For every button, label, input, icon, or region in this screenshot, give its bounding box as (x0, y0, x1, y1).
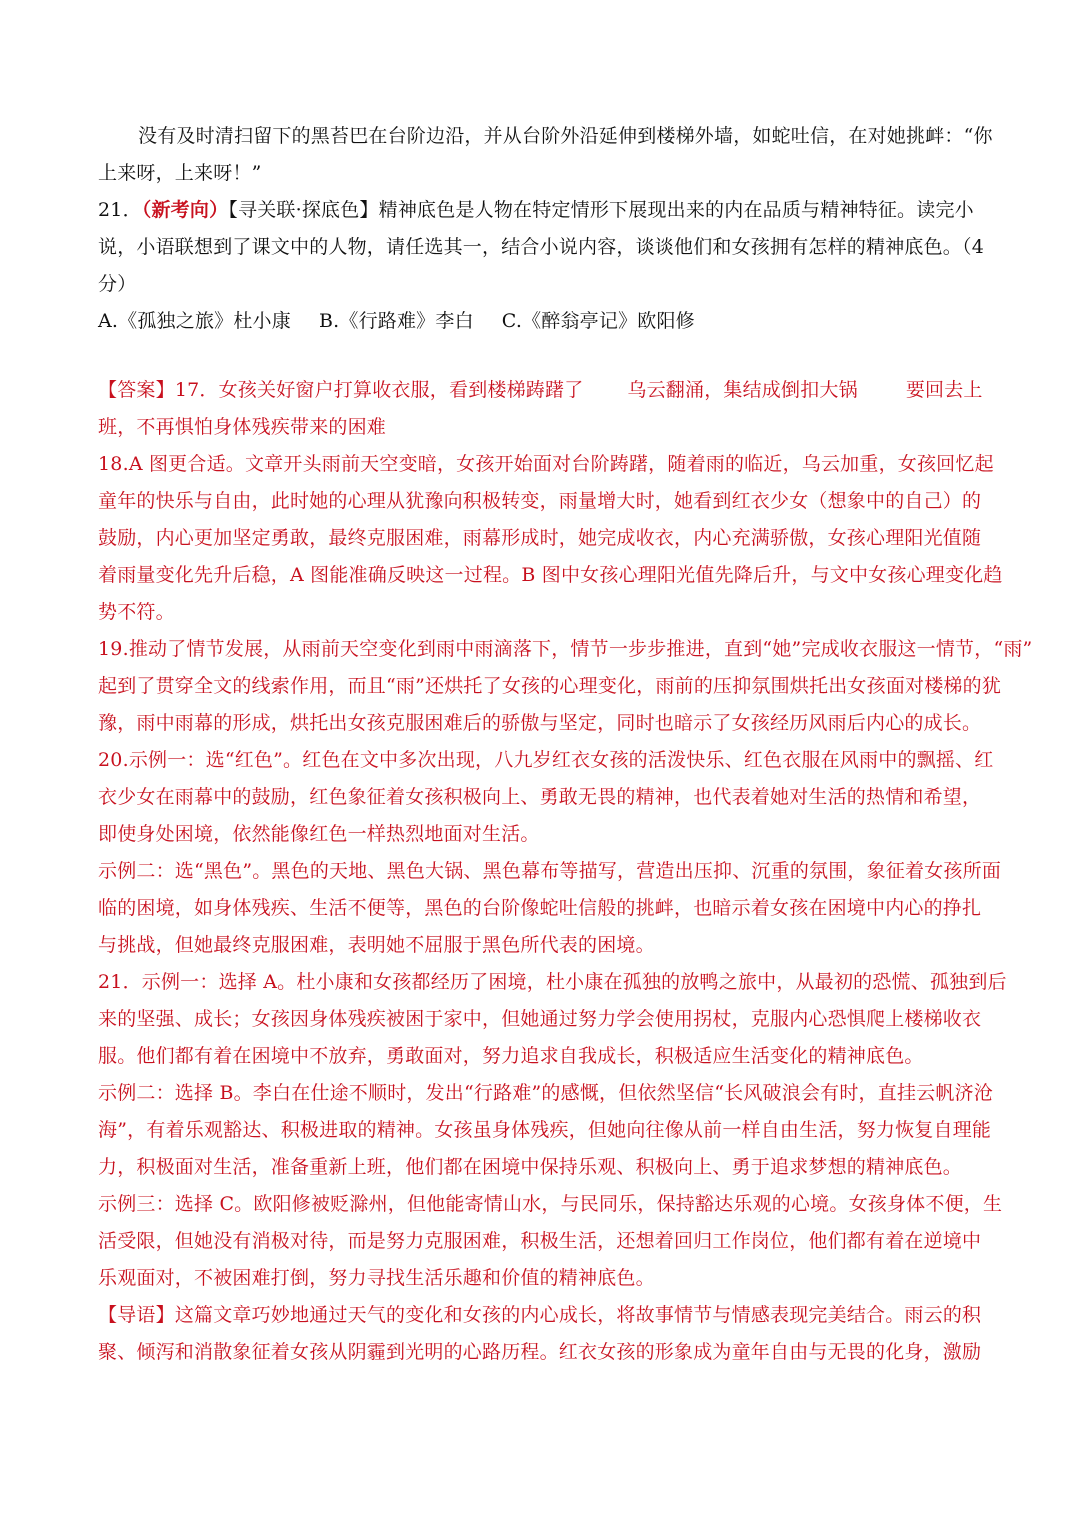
answer-label: 【答案】 (98, 379, 175, 401)
answer-18-line-2: 童年的快乐与自由，此时她的心理从犹豫向积极转变，雨量增大时，她看到红衣少女（想象中的自己）的 (98, 490, 982, 512)
answer-20-example-2-line-3: 与挑战，但她最终克服困难，表明她不屈服于黑色所代表的困境。 (98, 934, 655, 956)
answer-21-example-1-line-2: 来的坚强、成长；女孩因身体残疾被困于家中，但她通过努力学会使用拐杖，克服内心恐惧爬上楼梯收衣 (98, 1008, 982, 1030)
answer-17-part-3: 要回去上 (905, 379, 983, 401)
question-21-line-3: 分） (98, 273, 137, 295)
document-page (98, 118, 1033, 1371)
answer-18-line-3: 鼓励，内心更加坚定勇敢，最终克服困难，雨幕形成时，她完成收衣，内心充满骄傲，女孩心理阳光值随 (98, 527, 982, 549)
option-b: B.《行路难》李白 (318, 310, 474, 332)
passage-line-1: 没有及时清扫留下的黑苔巴在台阶边沿，并从台阶外沿延伸到楼梯外墙，如蛇吐信，在对她挑衅：“你 (138, 125, 993, 147)
answer-21-example-1-line-1: 21．示例一：选择 A。杜小康和女孩都经历了困境，杜小康在孤独的放鸭之旅中，从最初的恐慌、孤独到后 (98, 971, 1007, 993)
answer-20-example-1-line-3: 即使身处困境，依然能像红色一样热烈地面对生活。 (98, 823, 540, 845)
answer-17-line-2: 班，不再惧怕身体残疾带来的困难 (98, 416, 387, 438)
question-number: 21． (98, 199, 142, 221)
answer-21-example-2-line-1: 示例二：选择 B。李白在仕途不顺时，发出“行路难”的感慨，但依然坚信“长风破浪会有时，直挂云帆济沧 (98, 1082, 993, 1104)
answer-20-example-1-line-1: 20.示例一：选“红色”。红色在文中多次出现，八九岁红衣女孩的活泼快乐、红色衣服在风雨中的飘摇、红 (98, 749, 994, 771)
question-text: 精神底色是人物在特定情形下展现出来的内在品质与精神特征。读完小 (378, 199, 974, 221)
answer-17-line-1 (98, 372, 984, 409)
question-21-line-1 (98, 192, 984, 229)
answer-20-example-1-line-2: 衣少女在雨幕中的鼓励，红色象征着女孩积极向上、勇敢无畏的精神，也代表着她对生活的热情和希望， (98, 786, 982, 808)
answer-20-example-2-line-2: 临的困境，如身体残疾、生活不便等，黑色的台阶像蛇吐信般的挑衅，也暗示着女孩在困境中内心的挣扎 (98, 897, 982, 919)
option-c: C.《醉翁亭记》欧阳修 (501, 310, 695, 332)
passage-line-2: 上来呀，上来呀！” (98, 162, 262, 184)
answer-17-number: 17． (174, 379, 219, 401)
answer-21-example-2-line-2: 海”，有着乐观豁达、积极进取的精神。女孩虽身体残疾，但她向往像从前一样自由生活，努力恢复自理能 (98, 1119, 992, 1141)
guide-label: 【导语】 (98, 1304, 175, 1326)
answer-19-line-1: 19.推动了情节发展，从雨前天空变化到雨中雨滴落下，情节一步步推进，直到“她”完成收衣服这一情节，“雨” (98, 638, 1033, 660)
answer-19-line-2: 起到了贯穿全文的线索作用，而且“雨”还烘托了女孩的心理变化，雨前的压抑氛围烘托出女孩面对楼梯的犹 (98, 675, 1002, 697)
answer-19-line-3: 豫，雨中雨幕的形成，烘托出女孩克服困难后的骄傲与坚定，同时也暗示了女孩经历风雨后内心的成长。 (98, 712, 982, 734)
guide-text-1: 这篇文章巧妙地通过天气的变化和女孩的内心成长，将故事情节与情感表现完美结合。雨云的积 (174, 1304, 982, 1326)
answer-21-example-3-line-3: 乐观面对，不被困难打倒，努力寻找生活乐趣和价值的精神底色。 (98, 1267, 655, 1289)
answer-20-example-2-line-1: 示例二：选“黑色”。黑色的天地、黑色大锅、黑色幕布等描写，营造出压抑、沉重的氛围，象征着女孩所面 (98, 860, 1002, 882)
answer-21-example-3-line-1: 示例三：选择 C。欧阳修被贬滁州，但他能寄情山水，与民同乐，保持豁达乐观的心境。女孩身体不便，生 (98, 1193, 1003, 1215)
answer-18-line-5: 势不符。 (98, 601, 175, 623)
guide-line-2: 聚、倾泻和消散象征着女孩从阴霾到光明的心路历程。红衣女孩的形象成为童年自由与无畏的化身，激励 (98, 1341, 982, 1363)
new-direction-tag: （新考向） (141, 199, 229, 221)
question-title: 【寻关联·探底色】 (228, 199, 379, 221)
answer-17-part-1: 女孩关好窗户打算收衣服，看到楼梯踌躇了 (218, 379, 584, 401)
answer-17-part-2: 乌云翻涌，集结成倒扣大锅 (627, 379, 858, 401)
answer-21-example-2-line-3: 力，积极面对生活，准备重新上班，他们都在困境中保持乐观、积极向上、勇于追求梦想的精神底色。 (98, 1156, 963, 1178)
answer-18-line-4: 着雨量变化先升后稳，A 图能准确反映这一过程。B 图中女孩心理阳光值先降后升，与文中女孩心理变化趋 (98, 564, 1003, 586)
answer-21-example-1-line-3: 服。他们都有着在困境中不放弃，勇敢面对，努力追求自我成长，积极适应生活变化的精神底色。 (98, 1045, 924, 1067)
guide-line-1 (98, 1297, 984, 1334)
option-a: A.《孤独之旅》杜小康 (98, 310, 291, 332)
question-21-options (98, 303, 984, 340)
answer-21-example-3-line-2: 活受限，但她没有消极对待，而是努力克服困难，积极生活，还想着回归工作岗位，他们都有着在逆境中 (98, 1230, 982, 1252)
question-21-line-2: 说，小语联想到了课文中的人物，请任选其一，结合小说内容，谈谈他们和女孩拥有怎样的精神底色。（4 (98, 236, 984, 258)
answer-18-line-1: 18.A 图更合适。文章开头雨前天空变暗，女孩开始面对台阶踌躇，随着雨的临近，乌云加重，女孩回忆起 (98, 453, 994, 475)
spacer (98, 340, 984, 372)
